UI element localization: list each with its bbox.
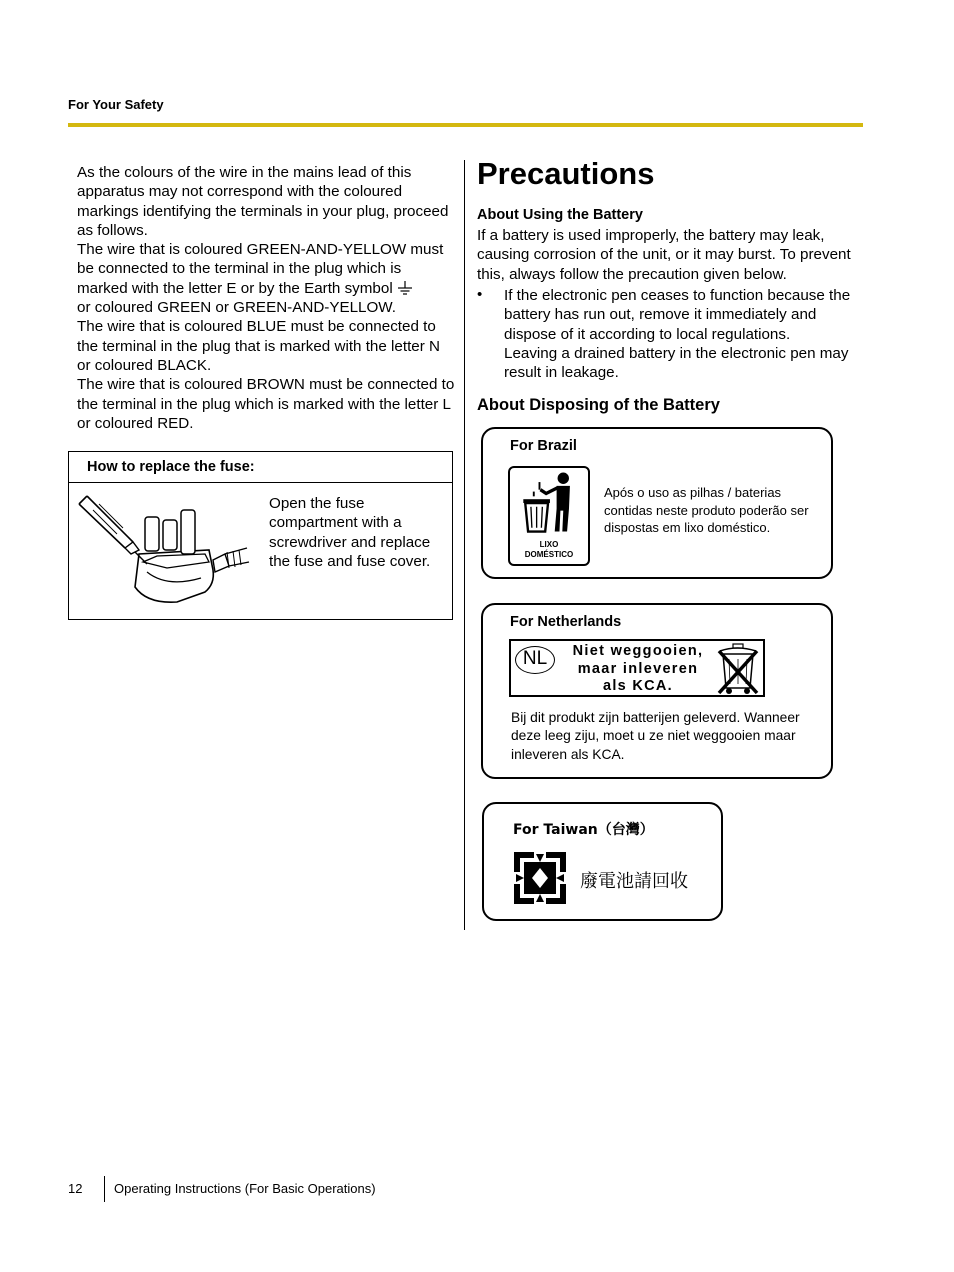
footer-doc-title: Operating Instructions (For Basic Operations)	[114, 1181, 376, 1196]
wiring-paragraph-3: or coloured GREEN or GREEN-AND-YELLOW.	[77, 299, 397, 317]
column-divider	[464, 160, 465, 930]
section-label: For Your Safety	[68, 97, 164, 112]
person-trash-bin-icon	[510, 468, 588, 538]
fuse-box-header	[69, 452, 452, 483]
netherlands-disposal-card	[481, 603, 833, 779]
battery-use-heading: About Using the Battery	[477, 207, 643, 223]
kca-line-3: als KCA.	[602, 678, 674, 694]
lixo-logo-line-2: DOMÉSTICO	[524, 550, 574, 559]
wiring-paragraph-1: As the colours of the wire in the mains lead of this apparatus may not correspond with the coloured markings identifying the terminals in your plug, proceed as follows.	[77, 164, 449, 239]
kca-text	[567, 643, 709, 696]
plug-screwdriver-illustration	[77, 492, 257, 612]
battery-precaution-line-1: If the electronic pen ceases to function because the battery has run out, remove it immediately and dispose of it according to local regulations.	[504, 287, 851, 343]
nl-mark: NL	[515, 646, 555, 674]
battery-precaution-line-2: Leaving a drained battery in the electronic pen may result in leakage.	[504, 344, 849, 382]
taiwan-card-title: For Taiwan（台灣）	[513, 822, 654, 838]
fuse-instruction: Open the fuse compartment with a screwdriver and replace the fuse and fuse cover.	[269, 495, 431, 570]
earth-symbol-icon	[397, 281, 413, 295]
kca-label	[509, 639, 765, 697]
wiring-paragraph-5: The wire that is coloured BROWN must be connected to the terminal in the plug which is marked with the letter L or coloured RED.	[77, 376, 455, 432]
brazil-disposal-card	[481, 427, 833, 579]
lixo-logo-line-1: LIXO	[539, 540, 559, 549]
wiring-paragraph-2: The wire that is coloured GREEN-AND-YELLOW must be connected to the terminal in the plug which is marked with the letter E or by the Earth symbol	[77, 241, 444, 297]
brazil-card-title: For Brazil	[510, 438, 577, 454]
brazil-disposal-text: Após o uso as pilhas / baterias contidas neste produto poderão ser dispostas em lixo doméstico.	[604, 485, 809, 535]
battery-precaution-item	[504, 286, 869, 382]
page-title: Precautions	[477, 156, 655, 191]
wiring-instructions	[77, 163, 455, 433]
kca-line-1: Niet weggooien,	[572, 643, 704, 659]
taiwan-recycle-text: 廢電池請回收	[580, 871, 688, 892]
header-rule	[68, 123, 863, 127]
battery-use-intro: If a battery is used improperly, the battery may leak, causing corrosion of the unit, or it may burst. To prevent this, always follow the precaution given below.	[477, 227, 851, 283]
recycle-icon	[514, 852, 566, 904]
fuse-box-title: How to replace the fuse:	[87, 459, 255, 475]
crossed-out-bin-icon	[717, 643, 759, 695]
bullet-marker: •	[477, 286, 483, 303]
page-number: 12	[68, 1181, 83, 1196]
netherlands-disposal-text: Bij dit produkt zijn batterijen geleverd. Wanneer deze leeg ziju, moet u ze niet weggooien maar inleveren als KCA.	[511, 710, 800, 762]
netherlands-card-title: For Netherlands	[510, 614, 622, 630]
lixo-domestico-logo	[508, 466, 590, 566]
fuse-replacement-box	[68, 451, 453, 620]
battery-disposal-heading: About Disposing of the Battery	[477, 396, 720, 414]
wiring-paragraph-4: The wire that is coloured BLUE must be connected to the terminal in the plug that is marked with the letter N or coloured BLACK.	[77, 318, 440, 374]
footer-divider	[104, 1176, 105, 1202]
taiwan-disposal-card	[482, 802, 723, 921]
kca-line-2: maar inleveren	[577, 660, 699, 677]
